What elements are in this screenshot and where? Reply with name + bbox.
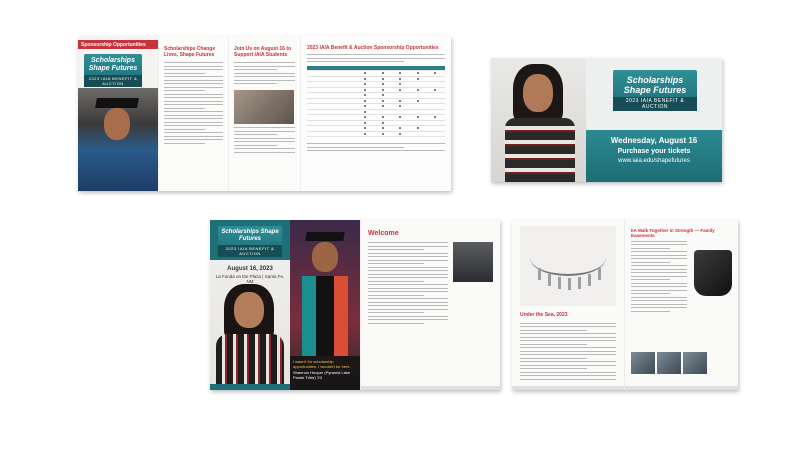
graduate-photo bbox=[78, 88, 158, 191]
artwork-thumbnails bbox=[631, 352, 707, 374]
banner-url: www.iaia.edu/shapefutures bbox=[618, 158, 690, 164]
brochure-logo-subtitle: 2023 IAIA BENEFIT & AUCTION bbox=[84, 75, 142, 87]
brochure-sponsorship-panel bbox=[300, 36, 451, 191]
body-text-lines bbox=[164, 62, 223, 144]
cover-model-face bbox=[234, 292, 264, 328]
program-logo bbox=[218, 226, 282, 254]
program-welcome-page bbox=[360, 220, 500, 390]
brochure-intro-title: Scholarships Change Lives, Shape Futures bbox=[164, 46, 216, 58]
banner-tagline: Purchase your tickets bbox=[617, 148, 691, 155]
banner-date: Wednesday, August 16 bbox=[610, 136, 698, 145]
sponsorship-table bbox=[307, 66, 445, 137]
artwork-photo bbox=[234, 90, 294, 124]
traditional-dress bbox=[505, 118, 575, 182]
auction-left-title: Under the Sea, 2023 bbox=[520, 312, 568, 318]
brochure-logo bbox=[84, 54, 142, 84]
program-cover bbox=[210, 220, 290, 390]
program-venue: La Fonda on the Plaza | Santa Fe, NM bbox=[215, 274, 285, 284]
graduation-cap bbox=[95, 98, 139, 108]
brochure-logo-title: Scholarships Shape Futures bbox=[88, 57, 138, 72]
body-text-lines bbox=[234, 62, 295, 84]
brochure-intro-panel bbox=[158, 36, 228, 191]
brochure-join-panel bbox=[228, 36, 300, 191]
graduation-stole bbox=[302, 276, 348, 356]
body-text-lines bbox=[307, 54, 445, 62]
auction-left-page bbox=[512, 220, 625, 390]
necklace-artwork bbox=[520, 226, 616, 306]
graduate-face bbox=[104, 108, 130, 140]
model-face bbox=[523, 74, 553, 112]
event-program bbox=[210, 220, 500, 390]
banner-logo-subtitle: 2023 IAIA BENEFIT & AUCTION bbox=[613, 97, 697, 111]
president-photo bbox=[453, 242, 493, 282]
handbag-artwork bbox=[694, 250, 732, 296]
program-cover-header bbox=[210, 220, 290, 260]
welcome-heading: Welcome bbox=[368, 230, 399, 237]
program-date: August 16, 2023 bbox=[227, 266, 273, 272]
auction-catalog-spread bbox=[512, 220, 738, 390]
brochure-join-title: Join Us on August 16 to Support IAIA Students bbox=[234, 46, 292, 58]
program-logo-subtitle: 2023 IAIA BENEFIT & AUCTION bbox=[218, 245, 282, 257]
brochure-ribbon: Sponsorship Opportunities bbox=[78, 40, 158, 49]
program-quote-author: Shannon Hooper (Pyramid Lake Paiute Tribe) '23 bbox=[293, 370, 351, 380]
banner-info-bar bbox=[586, 130, 722, 182]
auction-right-title: IIA Walk Together in Strength — Family Easements bbox=[631, 228, 715, 238]
program-quote-box bbox=[290, 356, 360, 390]
body-text-lines bbox=[234, 127, 295, 153]
program-graduate-photo bbox=[290, 220, 360, 390]
program-quote: I wasn't for scholarship opportunities, I wouldn't be here. bbox=[293, 359, 351, 369]
body-text-lines bbox=[520, 320, 616, 382]
body-text-lines bbox=[631, 241, 687, 312]
program-event-meta bbox=[214, 266, 286, 284]
brochure-cover-panel bbox=[78, 36, 158, 191]
event-banner bbox=[491, 58, 722, 182]
banner-logo bbox=[613, 70, 697, 110]
banner-photo bbox=[491, 58, 586, 182]
brochure-sponsorship-title: 2023 IAIA Benefit & Auction Sponsorship Opportunities bbox=[307, 45, 439, 51]
banner-logo-title: Scholarships Shape Futures bbox=[623, 75, 687, 95]
body-text-lines bbox=[368, 242, 448, 324]
program-logo-title: Scholarships Shape Futures bbox=[221, 229, 279, 242]
body-text-lines bbox=[307, 143, 445, 151]
sponsorship-brochure bbox=[78, 36, 451, 191]
cover-model-dress bbox=[216, 334, 284, 390]
auction-right-page bbox=[625, 220, 738, 390]
